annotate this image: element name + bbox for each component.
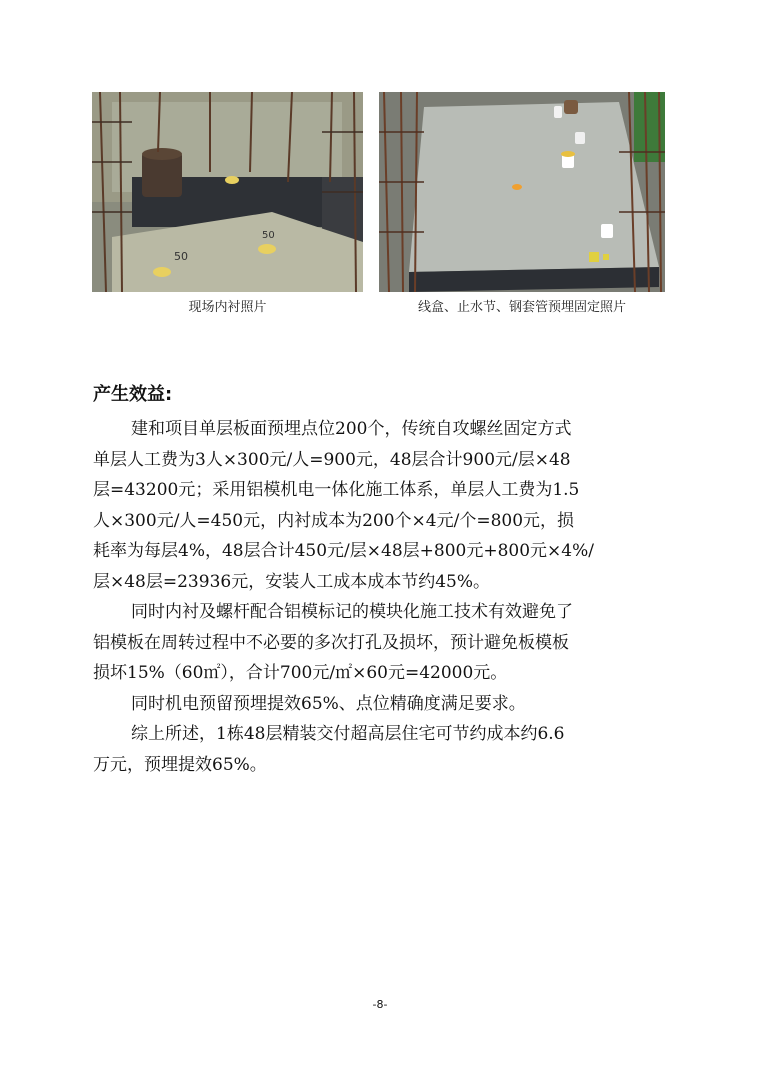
mark-50-a: 50	[174, 250, 188, 263]
left-photo-caption: 现场内衬照片	[188, 300, 267, 315]
right-photo-caption: 线盒、止水节、钢套管预埋固定照片	[417, 300, 626, 315]
benefits-body	[93, 414, 669, 780]
text-line: 损坏15%（60㎡），合计700元/㎡×60元=42000元。	[93, 663, 508, 683]
page-number: -8-	[372, 998, 388, 1011]
mark-50-b: 50	[262, 230, 275, 241]
text-line: 万元，预埋提效65%。	[93, 754, 267, 775]
text-line: 单层人工费为3人×300元/人=900元，48层合计900元/层×48	[93, 449, 571, 470]
text-line: 耗率为每层4%，48层合计450元/层×48层+800元+800元×4%/	[93, 541, 594, 561]
text-line: 同时内衬及螺杆配合铝模标记的模块化施工技术有效避免了	[131, 602, 573, 622]
section-heading: 产生效益:	[93, 384, 173, 405]
text-line: 建和项目单层板面预埋点位200个，传统自攻螺丝固定方式	[131, 419, 572, 439]
text-line: 层=43200元；采用铝模机电一体化施工体系，单层人工费为1.5	[93, 480, 580, 500]
text-line: 同时机电预留预埋提效65%、点位精确度满足要求。	[131, 693, 526, 714]
text-line: 人×300元/人=450元，内衬成本为200个×4元/个=800元，损	[93, 510, 575, 531]
text-line: 综上所述，1栋48层精装交付超高层住宅可节约成本约6.6	[131, 724, 565, 744]
site-lining-photo	[92, 92, 363, 292]
text-line: 层×48层=23936元，安装人工成本成本节约45%。	[93, 571, 490, 592]
embedded-parts-photo	[379, 92, 665, 292]
text-line: 铝模板在周转过程中不必要的多次打孔及损坏，预计避免板模板	[93, 632, 569, 653]
